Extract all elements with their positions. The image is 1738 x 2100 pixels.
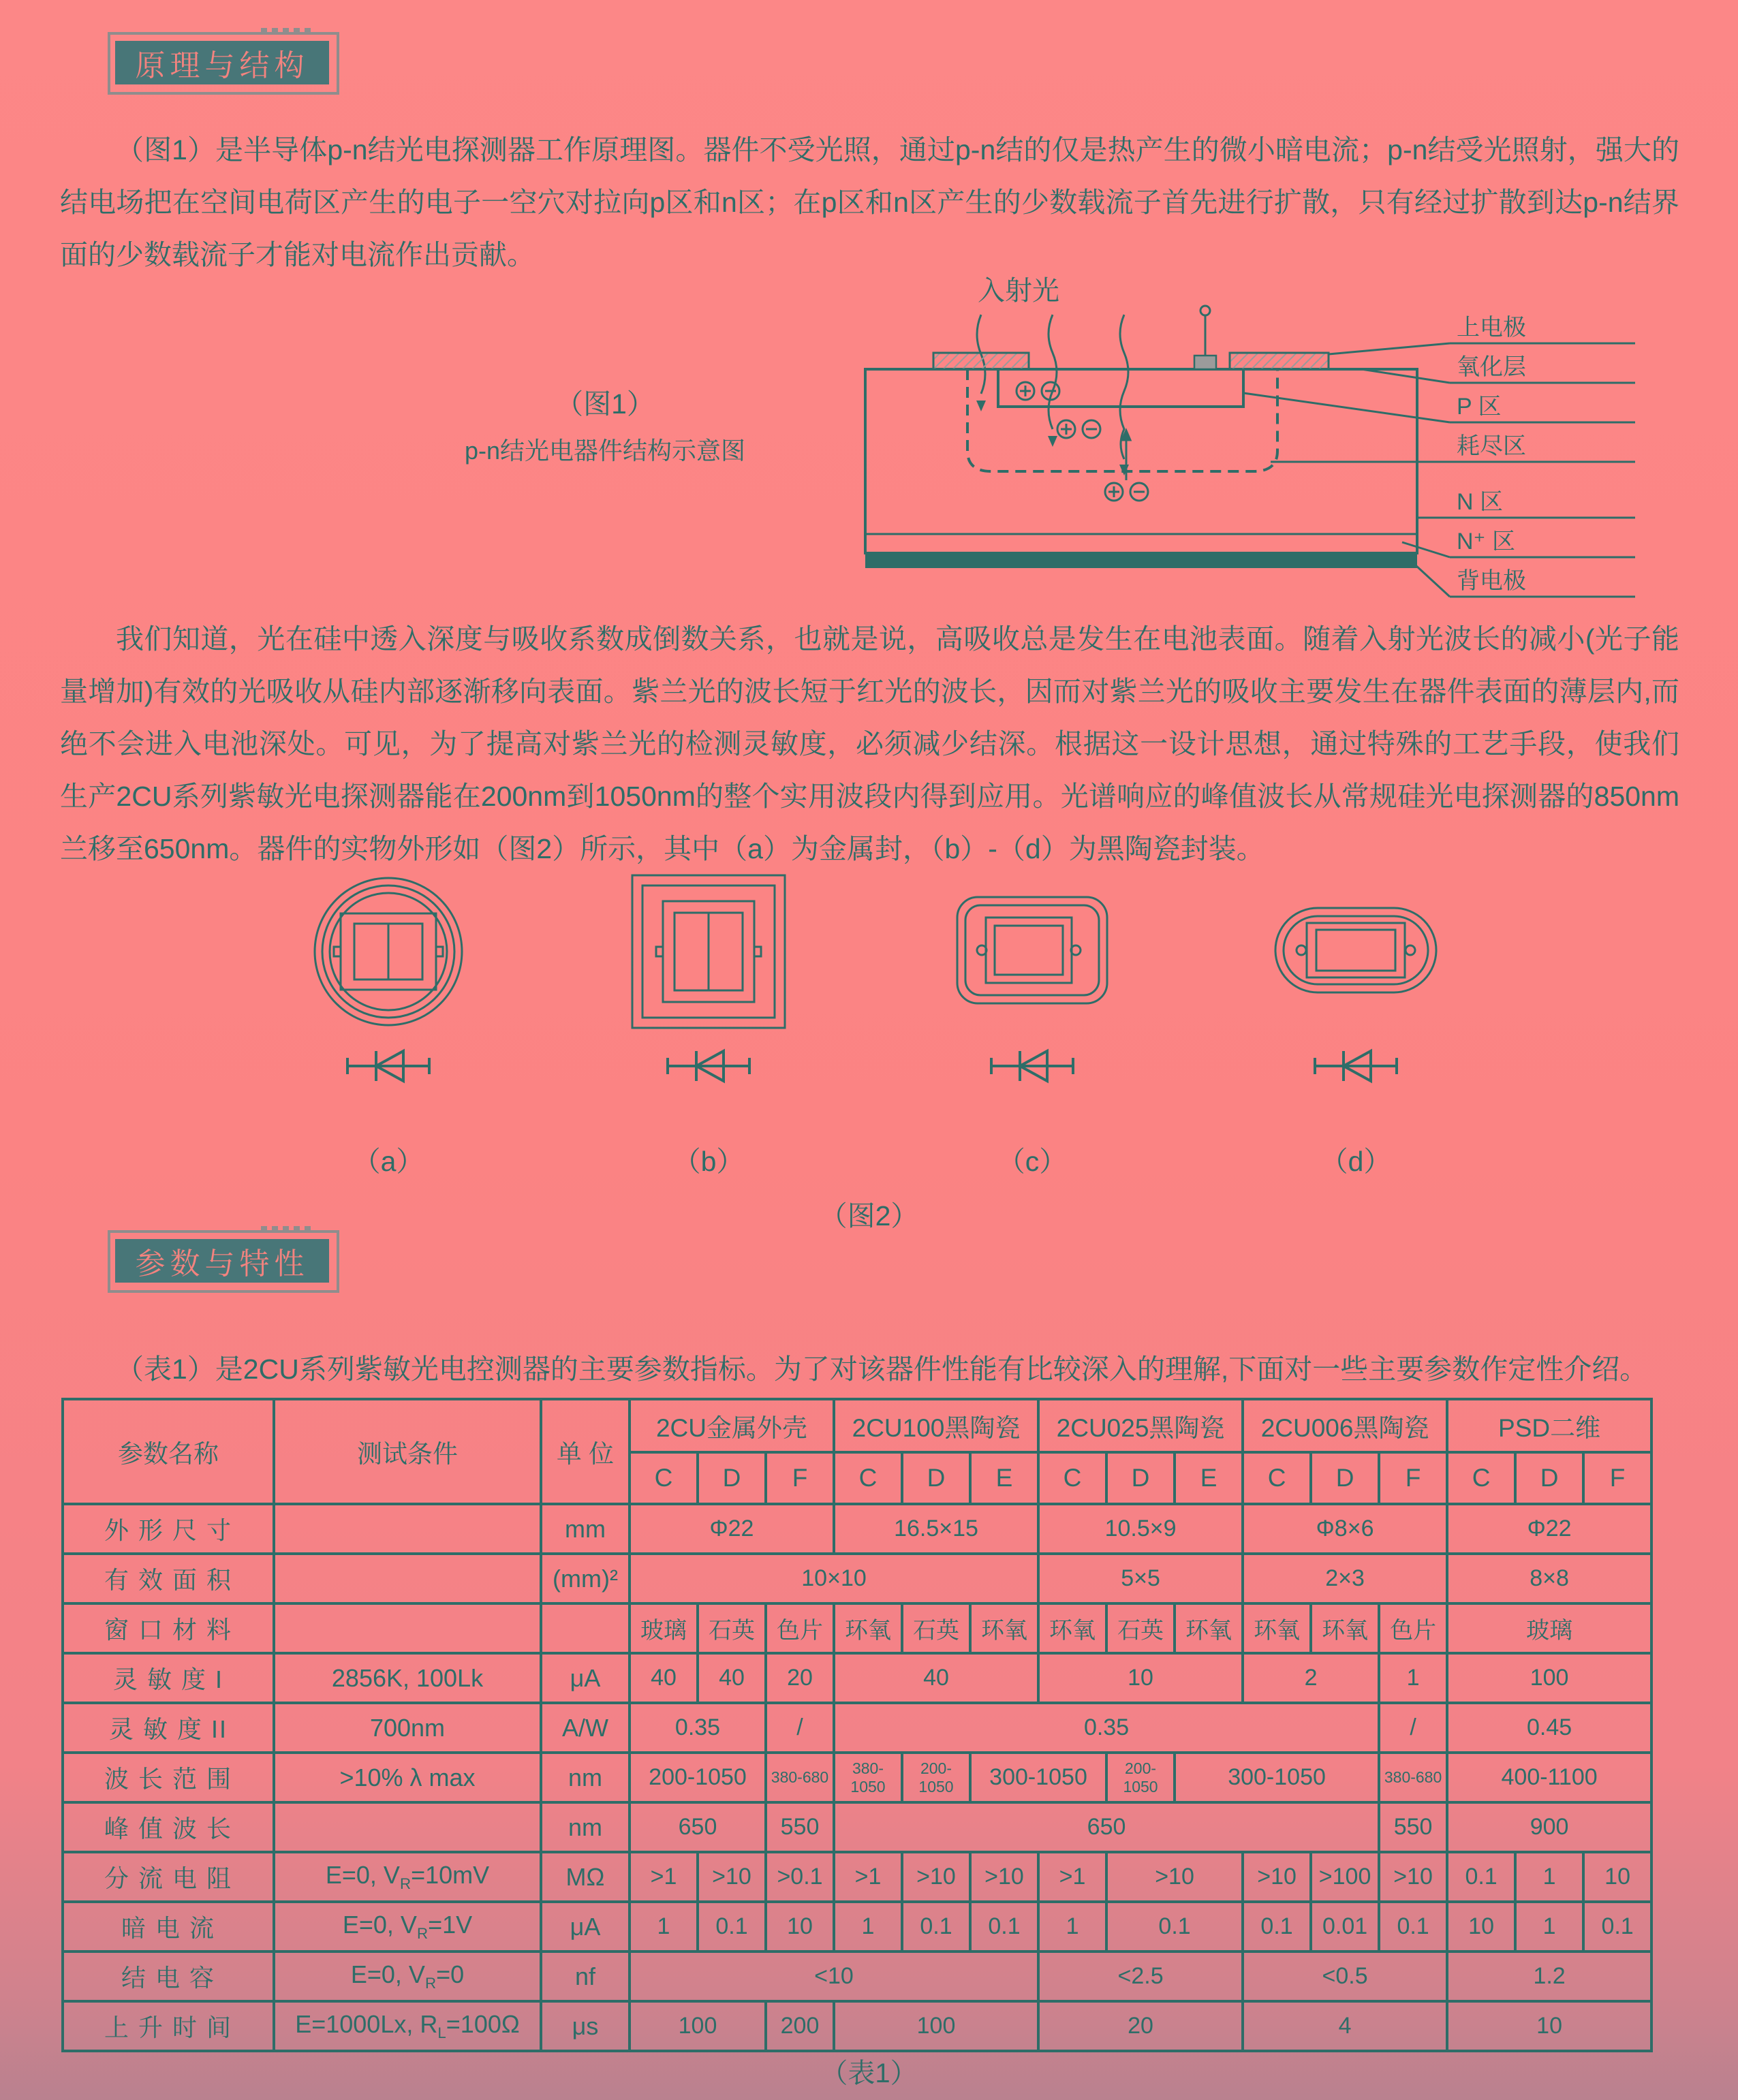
table-cell: 200-1050 <box>1106 1753 1175 1802</box>
table-cell: 10×10 <box>630 1554 1038 1603</box>
table-cell: 700nm <box>274 1703 541 1753</box>
col-header: D <box>1515 1452 1583 1504</box>
table-cell: 上 升 时 间 <box>63 2001 274 2051</box>
table-cell: <0.5 <box>1243 1952 1447 2001</box>
table-cell: 0.1 <box>1106 1902 1243 1952</box>
table-cell: 分 流 电 阻 <box>63 1852 274 1902</box>
table-row <box>63 1852 1651 1902</box>
table-cell: 0.1 <box>1379 1902 1447 1952</box>
table-cell: 石英 <box>1106 1603 1175 1653</box>
col-header: D <box>902 1452 970 1504</box>
table-cell: 色片 <box>766 1603 834 1653</box>
table-cell: 650 <box>630 1802 766 1852</box>
table-cell: >10% λ max <box>274 1753 541 1802</box>
table-cell: 4 <box>1243 2001 1447 2051</box>
table-row <box>63 2001 1651 2051</box>
table-cell <box>274 1554 541 1603</box>
device-body <box>865 306 1417 568</box>
table-cell: 暗 电 流 <box>63 1902 274 1952</box>
table-cell: 40 <box>630 1653 698 1703</box>
table-cell: 5×5 <box>1038 1554 1243 1603</box>
package-c-ceramic-rounded <box>957 897 1107 1003</box>
table-cell: 外 形 尺 寸 <box>63 1504 274 1554</box>
table-cell: 16.5×15 <box>834 1504 1038 1554</box>
label-n-plus-region: N⁺ 区 <box>1457 529 1515 554</box>
table-cell: μs <box>541 2001 630 2051</box>
col-header: D <box>1311 1452 1379 1504</box>
label-n-region: N 区 <box>1457 489 1503 515</box>
table-cell: 环氧 <box>1175 1603 1243 1653</box>
table-cell: E=0, $V_R=10mV$ <box>274 1852 541 1902</box>
table-cell: 色片 <box>1379 1603 1447 1653</box>
table-cell <box>274 1603 541 1653</box>
col-header: F <box>1583 1452 1651 1504</box>
table-cell <box>274 1504 541 1554</box>
table-cell: 1 <box>1515 1902 1583 1952</box>
figure1-caption: （图1） <box>555 388 655 420</box>
table-cell: >10 <box>1243 1852 1311 1902</box>
col-header: 参数名称 <box>63 1399 274 1504</box>
col-header: C <box>1447 1452 1515 1504</box>
table-cell: 有 效 面 积 <box>63 1554 274 1603</box>
table-cell: 10 <box>766 1902 834 1952</box>
table-cell: E=0, $V_R=1V$ <box>274 1902 541 1952</box>
table-cell: 900 <box>1447 1802 1651 1852</box>
package-label-c: （c） <box>997 1146 1068 1177</box>
table-caption: （表1） <box>820 2058 918 2088</box>
package-label-d: （d） <box>1320 1146 1392 1177</box>
col-header: 单 位 <box>541 1399 630 1504</box>
table-cell: / <box>766 1703 834 1753</box>
table-cell: 1.2 <box>1447 1952 1651 2001</box>
label-top-electrode: 上电极 <box>1457 315 1526 341</box>
table-cell: μA <box>541 1653 630 1703</box>
table-cell: 40 <box>698 1653 766 1703</box>
table-cell: 石英 <box>902 1603 970 1653</box>
table-cell: 10 <box>1038 1653 1243 1703</box>
body-paragraph-3: （表1）是2CU系列紫敏光电控测器的主要参数指标。为了对该器件性能有比较深入的理解,下面对一些主要参数作定性介绍。 <box>116 1353 1648 1385</box>
table-cell: 550 <box>766 1802 834 1852</box>
body-paragraph-2: 我们知道，光在硅中透入深度与吸收系数成倒数关系，也就是说，高吸收总是发生在电池表面。随着入射光波长的减小(光子能量增加)有效的光吸收从硅内部逐渐移向表面。紫兰光的波长短于红光的波长，因而对紫兰光的吸收主要发生在器件表面的薄层内,而绝不会进入电池深处。可见，为了提高对紫兰光的检测灵敏度，必须减少结深。根据这一设计思想，通过特殊的工艺手段，使我们生产2CU系列紫敏光电探测器能在200nm到1050nm的整个实用波段内得到应用。光谱响应的峰值波长从常规硅光电探测器的850nm兰移至650nm。器件的实物外形如（图2）所示，其中（a）为金属封，（b）-（d）为黑陶瓷封装。 <box>60 623 1679 864</box>
table-cell: 峰 值 波 长 <box>63 1802 274 1852</box>
table-cell: >10 <box>902 1852 970 1902</box>
table-cell: nf <box>541 1952 630 2001</box>
table-cell: 0.1 <box>902 1902 970 1952</box>
section-header-principle <box>108 32 339 95</box>
col-header: C <box>834 1452 902 1504</box>
lead-wire-ball <box>1200 306 1210 315</box>
table-cell <box>541 1603 630 1653</box>
package-label-a: （a） <box>352 1146 424 1177</box>
table-row <box>63 1603 1651 1653</box>
table-row <box>63 1753 1651 1802</box>
table-cell: 0.35 <box>834 1703 1379 1753</box>
table-cell: 1 <box>1515 1852 1583 1902</box>
table-cell: 环氧 <box>970 1603 1038 1653</box>
table-cell: >1 <box>1038 1852 1106 1902</box>
table-cell: 环氧 <box>1038 1603 1106 1653</box>
col-header: D <box>698 1452 766 1504</box>
frame-dots-decoration <box>261 1226 311 1232</box>
section-title-principle: 原理与结构 <box>115 41 329 84</box>
section-header-parameters <box>108 1230 339 1293</box>
label-oxide-layer: 氧化层 <box>1457 354 1526 380</box>
table-cell: 10.5×9 <box>1038 1504 1243 1554</box>
table-cell: 380-680 <box>1379 1753 1447 1802</box>
table-cell: <10 <box>630 1952 1038 2001</box>
table-cell: Φ22 <box>630 1504 834 1554</box>
body-paragraph-1: （图1）是半导体p-n结光电探测器工作原理图。器件不受光照，通过p-n结的仅是热产生的微小暗电流；p-n结受光照射，强大的结电场把在空间电荷区产生的电子一空穴对拉向p区和n区；在p区和n区产生的少数载流子首先进行扩散，只有经过扩散到达p-n结界面的少数载流子才能对电流作出贡献。 <box>60 134 1679 270</box>
col-header: C <box>1243 1452 1311 1504</box>
table-cell: >1 <box>834 1852 902 1902</box>
table-cell: >10 <box>1379 1852 1447 1902</box>
table-cell: 40 <box>834 1653 1038 1703</box>
table-row <box>63 1703 1651 1753</box>
table-cell: E=0, $V_R=0$ <box>274 1952 541 2001</box>
table-cell: 100 <box>834 2001 1038 2051</box>
table-cell: 650 <box>834 1802 1379 1852</box>
table-row <box>63 1952 1651 2001</box>
table-row <box>63 1902 1651 1952</box>
table-cell: 300-1050 <box>1175 1753 1379 1802</box>
contact-pad <box>1194 356 1216 369</box>
table-cell: <2.5 <box>1038 1952 1243 2001</box>
table-cell: 200-1050 <box>902 1753 970 1802</box>
parameter-table <box>61 1398 1653 2052</box>
table-cell: 2×3 <box>1243 1554 1447 1603</box>
table-cell: 10 <box>1447 1902 1515 1952</box>
table-cell: 380-1050 <box>834 1753 902 1802</box>
table-cell: Φ8×6 <box>1243 1504 1447 1554</box>
table-cell: 0.1 <box>1583 1902 1651 1952</box>
table-cell: >10 <box>970 1852 1038 1902</box>
col-header: C <box>1038 1452 1106 1504</box>
col-header: 测试条件 <box>274 1399 541 1504</box>
table-cell: nm <box>541 1753 630 1802</box>
table-cell <box>274 1802 541 1852</box>
section-title-parameters: 参数与特性 <box>115 1239 329 1283</box>
table-cell: 200-1050 <box>630 1753 766 1802</box>
col-header: 2CU金属外壳 <box>630 1399 834 1452</box>
col-header: F <box>1379 1452 1447 1504</box>
label-depletion-region: 耗尽区 <box>1457 433 1526 459</box>
table-cell: 550 <box>1379 1802 1447 1852</box>
table-cell: A/W <box>541 1703 630 1753</box>
table-cell: 环氧 <box>834 1603 902 1653</box>
table-cell: E=1000Lx, $R_L=100\Omega$ <box>274 2001 541 2051</box>
table-cell: (mm)² <box>541 1554 630 1603</box>
table-cell: 石英 <box>698 1603 766 1653</box>
table-cell: mm <box>541 1504 630 1554</box>
figure2-caption: （图2） <box>819 1200 919 1232</box>
table-cell: 波 长 范 围 <box>63 1753 274 1802</box>
package-label-b: （b） <box>672 1146 745 1177</box>
table-cell: 20 <box>1038 2001 1243 2051</box>
table-cell: 1 <box>834 1902 902 1952</box>
label-p-region: P 区 <box>1457 394 1502 420</box>
table-cell: 10 <box>1447 2001 1651 2051</box>
table-cell: 0.35 <box>630 1703 766 1753</box>
table-cell: 200 <box>766 2001 834 2051</box>
table-cell: 1 <box>1038 1902 1106 1952</box>
col-header: E <box>1175 1452 1243 1504</box>
table-cell: 灵 敏 度 II <box>63 1703 274 1753</box>
table-cell: >0.1 <box>766 1852 834 1902</box>
table-row <box>63 1554 1651 1603</box>
table-cell: >100 <box>1311 1852 1379 1902</box>
col-header: D <box>1106 1452 1175 1504</box>
table-cell: 10 <box>1583 1852 1651 1902</box>
table-cell: 环氧 <box>1243 1603 1311 1653</box>
frame-dots-decoration <box>261 28 311 34</box>
electron-hole-pairs <box>1017 382 1148 501</box>
table-cell: 0.1 <box>698 1902 766 1952</box>
table-cell: 8×8 <box>1447 1554 1651 1603</box>
table-cell: 100 <box>630 2001 766 2051</box>
table-cell: 环氧 <box>1311 1603 1379 1653</box>
col-header: E <box>970 1452 1038 1504</box>
table-row <box>63 1504 1651 1554</box>
table-cell: 0.1 <box>1447 1852 1515 1902</box>
table-cell: 400-1100 <box>1447 1753 1651 1802</box>
package-a-metal-can <box>315 878 462 1025</box>
table-cell: 2856K, 100Lk <box>274 1653 541 1703</box>
table-cell: 20 <box>766 1653 834 1703</box>
package-b-ceramic-square <box>632 875 785 1028</box>
table-cell: 0.1 <box>970 1902 1038 1952</box>
table-cell: 0.45 <box>1447 1703 1651 1753</box>
photodiode-symbols <box>347 1051 1397 1081</box>
table-cell: 380-680 <box>766 1753 834 1802</box>
table-cell: 玻璃 <box>1447 1603 1651 1653</box>
table-cell: 1 <box>630 1902 698 1952</box>
col-header: 2CU006黑陶瓷 <box>1243 1399 1447 1452</box>
top-electrode-left <box>933 353 1029 369</box>
table-row <box>63 1653 1651 1703</box>
table-cell: nm <box>541 1802 630 1852</box>
table-cell: 窗 口 材 料 <box>63 1603 274 1653</box>
table-cell: 1 <box>1379 1653 1447 1703</box>
back-electrode-bar <box>865 552 1417 568</box>
figure1-device-cross-section <box>852 267 1642 611</box>
package-d-ceramic-oval <box>1275 908 1436 992</box>
table-cell: 100 <box>1447 1653 1651 1703</box>
col-header: 2CU025黑陶瓷 <box>1038 1399 1243 1452</box>
table-cell: / <box>1379 1703 1447 1753</box>
table-cell: 结 电 容 <box>63 1952 274 2001</box>
col-header: F <box>766 1452 834 1504</box>
incident-light-label: 入射光 <box>978 276 1059 306</box>
table-header-row <box>63 1399 1651 1452</box>
col-header: PSD二维 <box>1447 1399 1651 1452</box>
figure2-package-outlines <box>0 855 1738 1100</box>
table-cell: 0.1 <box>1243 1902 1311 1952</box>
label-back-electrode: 背电极 <box>1457 568 1526 594</box>
table-cell: 300-1050 <box>970 1753 1106 1802</box>
top-electrode-right <box>1230 353 1329 369</box>
table-cell: Φ22 <box>1447 1504 1651 1554</box>
table-cell: >1 <box>630 1852 698 1902</box>
table-cell: 2 <box>1243 1653 1379 1703</box>
table-cell: >10 <box>698 1852 766 1902</box>
table-cell: >10 <box>1106 1852 1243 1902</box>
col-header: C <box>630 1452 698 1504</box>
table-cell: 玻璃 <box>630 1603 698 1653</box>
figure1-subcaption: p-n结光电器件结构示意图 <box>464 437 746 465</box>
col-header: 2CU100黑陶瓷 <box>834 1399 1038 1452</box>
table-cell: μA <box>541 1902 630 1952</box>
table-cell: 灵 敏 度 I <box>63 1653 274 1703</box>
table-cell: 0.01 <box>1311 1902 1379 1952</box>
table-row <box>63 1802 1651 1852</box>
table-cell: MΩ <box>541 1852 630 1902</box>
